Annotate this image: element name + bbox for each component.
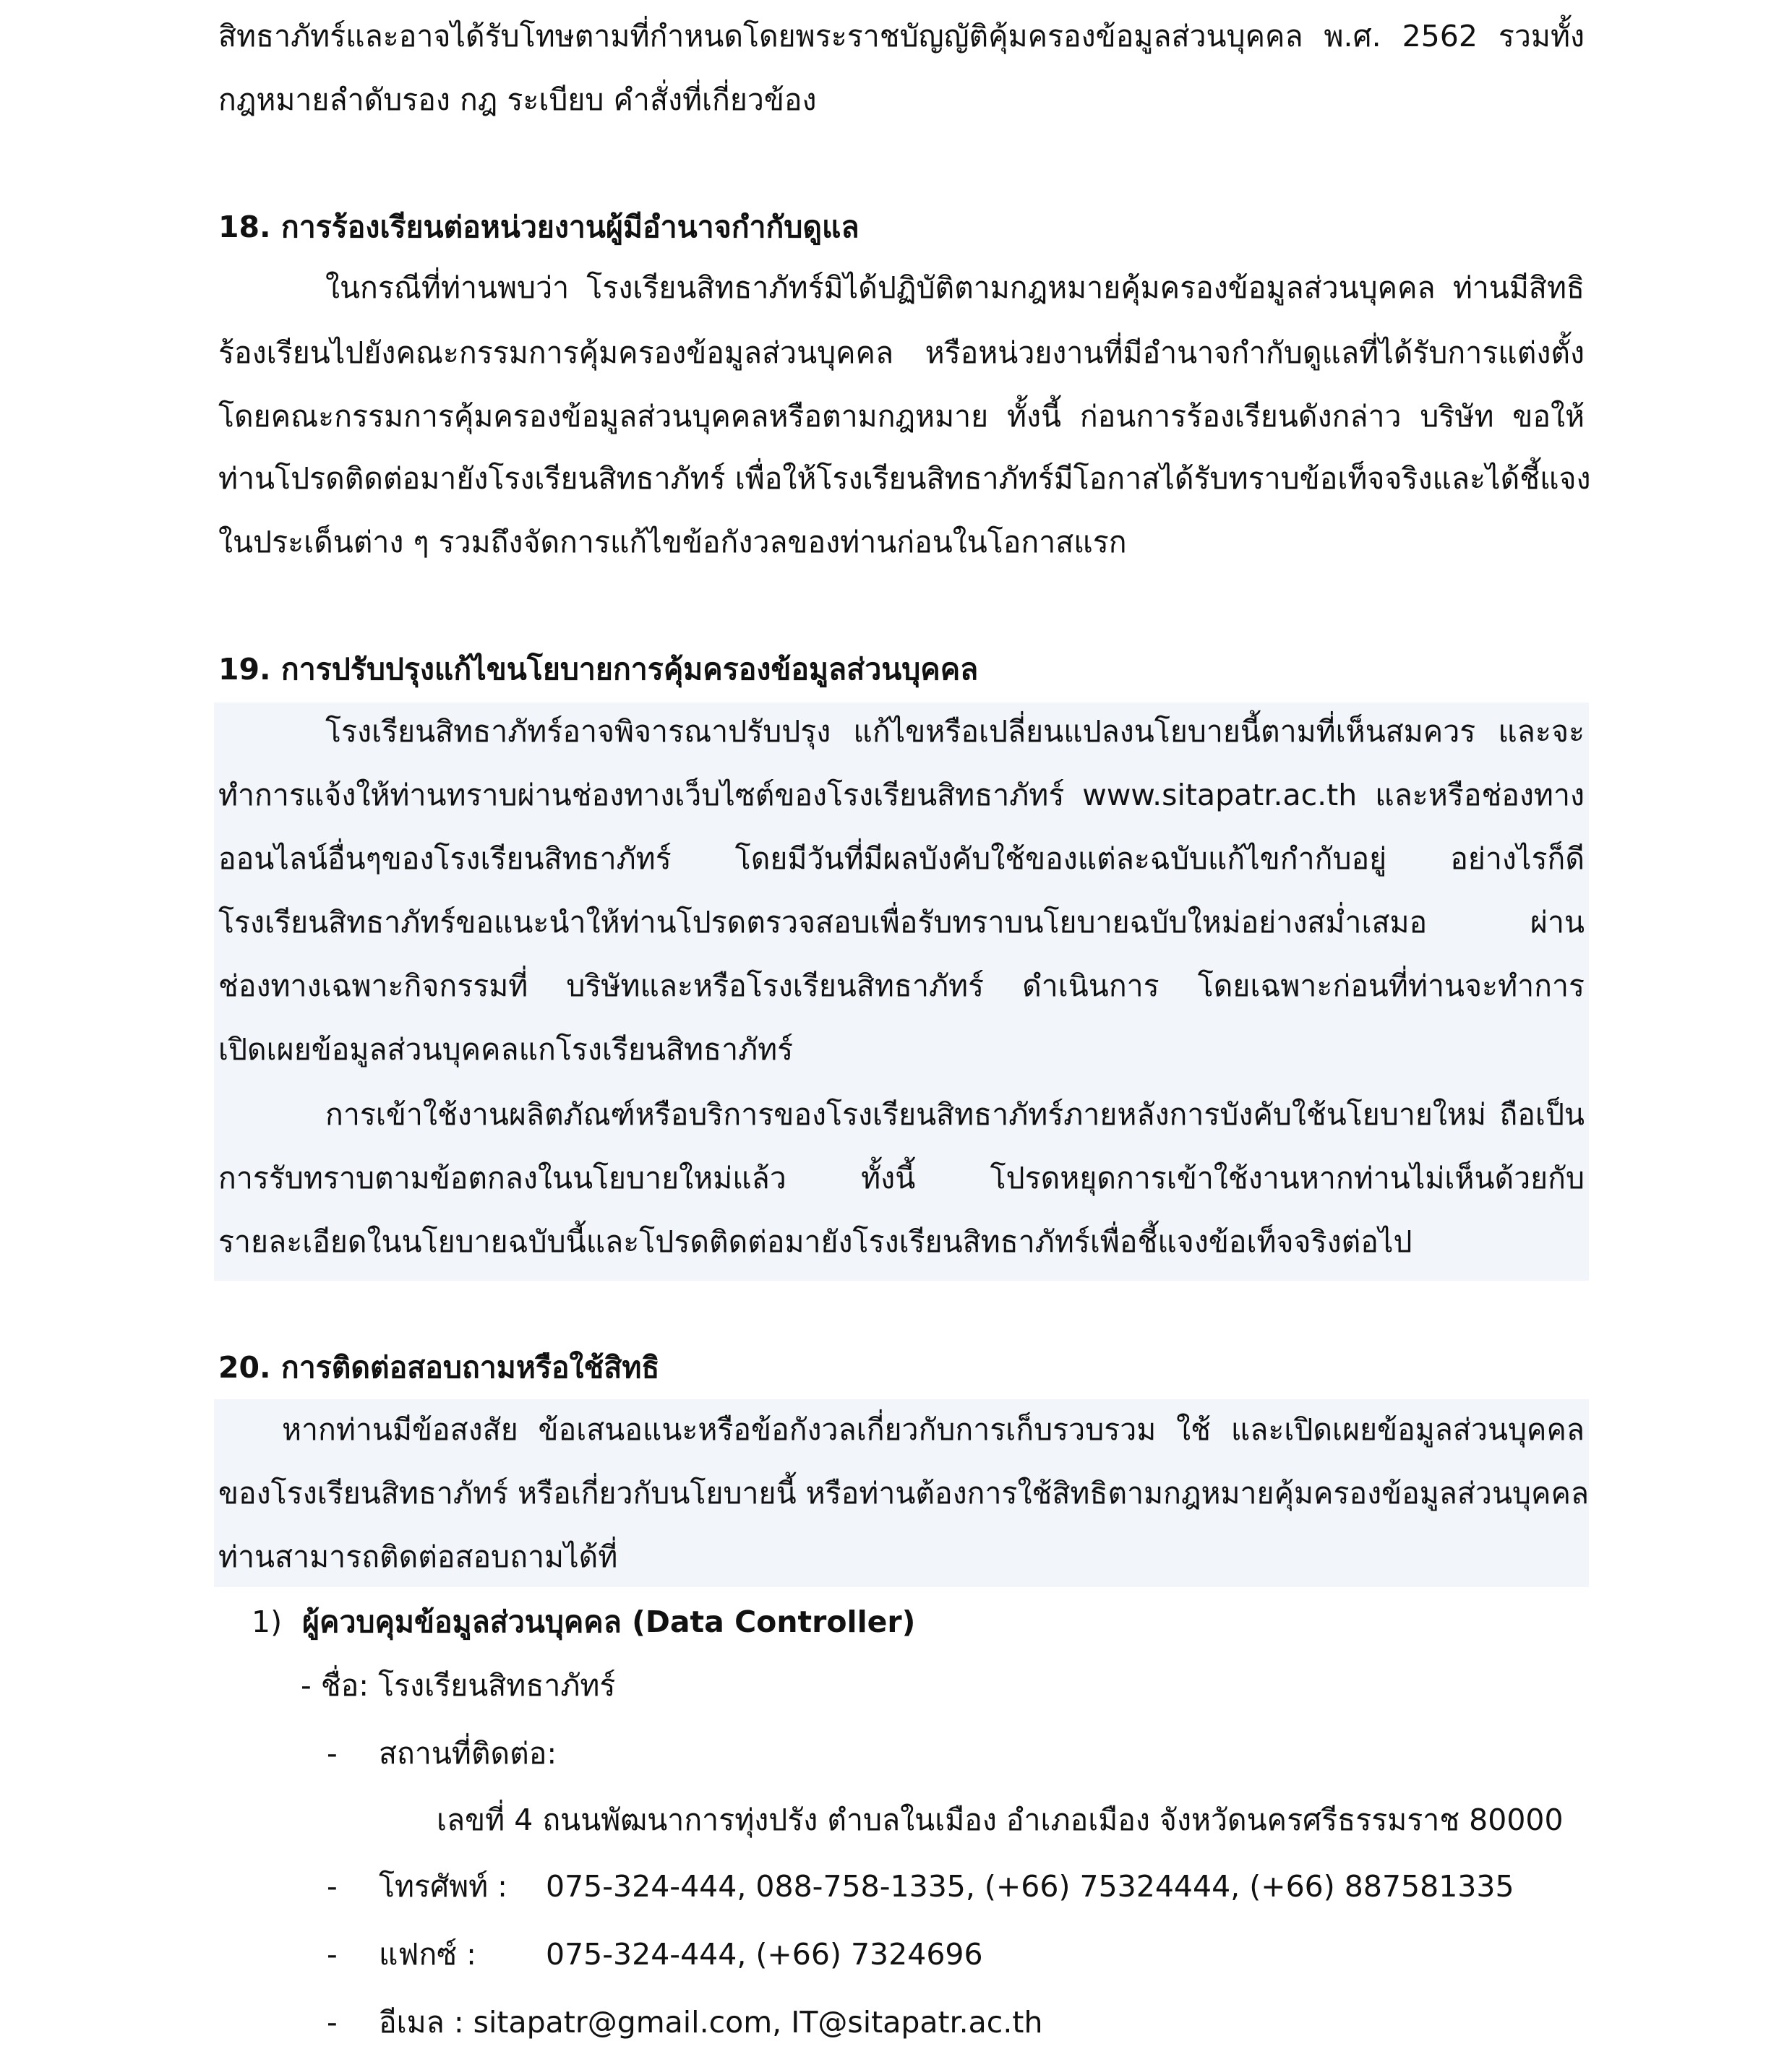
bullet-dash: -	[327, 1937, 338, 1972]
bullet-dash: -	[327, 1869, 338, 1904]
body-text-line: การเข้าใช้งานผลิตภัณฑ์หรือบริการของโรงเรียนสิทธาภัทร์ภายหลังการบังคับใช้นโยบายใหม่ ถือเป็น	[325, 1097, 1585, 1132]
fax-label: แฟกซ์ :	[379, 1937, 476, 1972]
body-text-line: การรับทราบตามข้อตกลงในนโยบายใหม่แล้ว ทั้งนี้ โปรดหยุดการเข้าใช้งานหากท่านไม่เห็นด้วยกับ	[218, 1161, 1585, 1195]
section-19-heading: 19. การปรับปรุงแก้ไขนโยบายการคุ้มครองข้อมูลส่วนบุคคล	[218, 652, 979, 687]
body-text-line: โดยคณะกรรมการคุ้มครองข้อมูลส่วนบุคคลหรือตามกฎหมาย ทั้งนี้ ก่อนการร้องเรียนดังกล่าว บริษัท ขอให้	[218, 399, 1585, 434]
body-text-line: ท่านสามารถติดต่อสอบถามได้ที่	[218, 1539, 618, 1574]
section-20-heading: 20. การติดต่อสอบถามหรือใช้สิทธิ	[218, 1350, 660, 1385]
body-text-line: ทำการแจ้งให้ท่านทราบผ่านช่องทางเว็บไซต์ของโรงเรียนสิทธาภัทร์ www.sitapatr.ac.th และหรือช่องทาง	[218, 778, 1585, 812]
bullet-dash: -	[327, 1736, 338, 1771]
address-value: เลขที่ 4 ถนนพัฒนาการทุ่งปรัง ตำบลในเมือง อำเภอเมือง จังหวัดนครศรีธรรมราช 80000	[437, 1803, 1564, 1837]
body-text-line: กฎหมายลำดับรอง กฎ ระเบียบ คำสั่งที่เกี่ยวข้อง	[218, 82, 817, 117]
address-label: สถานที่ติดต่อ:	[379, 1736, 557, 1771]
body-text-line: ในประเด็นต่าง ๆ รวมถึงจัดการแก้ไขข้อกังวลของท่านก่อนในโอกาสแรก	[218, 525, 1127, 559]
email-line: อีเมล : sitapatr@gmail.com, IT@sitapatr.ac.th	[379, 2005, 1043, 2040]
phone-label: โทรศัพท์ :	[379, 1869, 507, 1904]
bullet-dash: -	[327, 2005, 338, 2040]
body-text-line: โรงเรียนสิทธาภัทร์อาจพิจารณาปรับปรุง แก้ไขหรือเปลี่ยนแปลงนโยบายนี้ตามที่เห็นสมควร และจะ	[325, 714, 1585, 749]
list-number: 1)	[252, 1605, 283, 1639]
body-text-line: ของโรงเรียนสิทธาภัทร์ หรือเกี่ยวกับนโยบายนี้ หรือท่านต้องการใช้สิทธิตามกฎหมายคุ้มครองข้อมูลส่วนบุคคล	[218, 1476, 1589, 1511]
body-text-line: หากท่านมีข้อสงสัย ข้อเสนอแนะหรือข้อกังวลเกี่ยวกับการเก็บรวบรวม ใช้ และเปิดเผยข้อมูลส่วนบุคคล	[282, 1412, 1585, 1447]
body-text-line: ท่านโปรดติดต่อมายังโรงเรียนสิทธาภัทร์ เพื่อให้โรงเรียนสิทธาภัทร์มีโอกาสได้รับทราบข้อเท็จจริงและได้ชี้แจง	[218, 461, 1591, 496]
phone-value: 075-324-444, 088-758-1335, (+66) 75324444, (+66) 887581335	[546, 1869, 1514, 1904]
body-text-line: สิทธาภัทร์และอาจได้รับโทษตามที่กำหนดโดยพระราชบัญญัติคุ้มครองข้อมูลส่วนบุคคล พ.ศ. 2562 รวมทั้ง	[218, 19, 1585, 53]
section-18-heading: 18. การร้องเรียนต่อหน่วยงานผู้มีอำนาจกำกับดูแล	[218, 210, 859, 244]
body-text-line: ร้องเรียนไปยังคณะกรรมการคุ้มครองข้อมูลส่วนบุคคล หรือหน่วยงานที่มีอำนาจกำกับดูแลที่ได้รับการแต่งตั้ง	[218, 335, 1585, 370]
controller-name: - ชื่อ: โรงเรียนสิทธาภัทร์	[301, 1668, 616, 1703]
body-text-line: โรงเรียนสิทธาภัทร์ขอแนะนำให้ท่านโปรดตรวจสอบเพื่อรับทราบนโยบายฉบับใหม่อย่างสม่ำเสมอ ผ่าน	[218, 905, 1585, 940]
body-text-line: รายละเอียดในนโยบายฉบับนี้และโปรดติดต่อมายังโรงเรียนสิทธาภัทร์เพื่อชี้แจงข้อเท็จจริงต่อไป	[218, 1224, 1412, 1259]
body-text-line: ออนไลน์อื่นๆของโรงเรียนสิทธาภัทร์ โดยมีวันที่มีผลบังคับใช้ของแต่ละฉบับแก้ไขกำกับอยู่ อย่างไรก็ดี	[218, 841, 1585, 876]
body-text-line: เปิดเผยข้อมูลส่วนบุคคลแกโรงเรียนสิทธาภัทร์	[218, 1032, 794, 1067]
fax-value: 075-324-444, (+66) 7324696	[546, 1937, 983, 1972]
body-text-line: ในกรณีที่ท่านพบว่า โรงเรียนสิทธาภัทร์มิได้ปฏิบัติตามกฎหมายคุ้มครองข้อมูลส่วนบุคคล ท่านมีสิทธิ	[325, 270, 1585, 305]
body-text-line: ช่องทางเฉพาะกิจกรรมที่ บริษัทและหรือโรงเรียนสิทธาภัทร์ ดำเนินการ โดยเฉพาะก่อนที่ท่านจะทำการ	[218, 968, 1585, 1003]
controller-title: ผู้ควบคุมข้อมูลส่วนบุคคล (Data Controller)	[302, 1605, 916, 1639]
